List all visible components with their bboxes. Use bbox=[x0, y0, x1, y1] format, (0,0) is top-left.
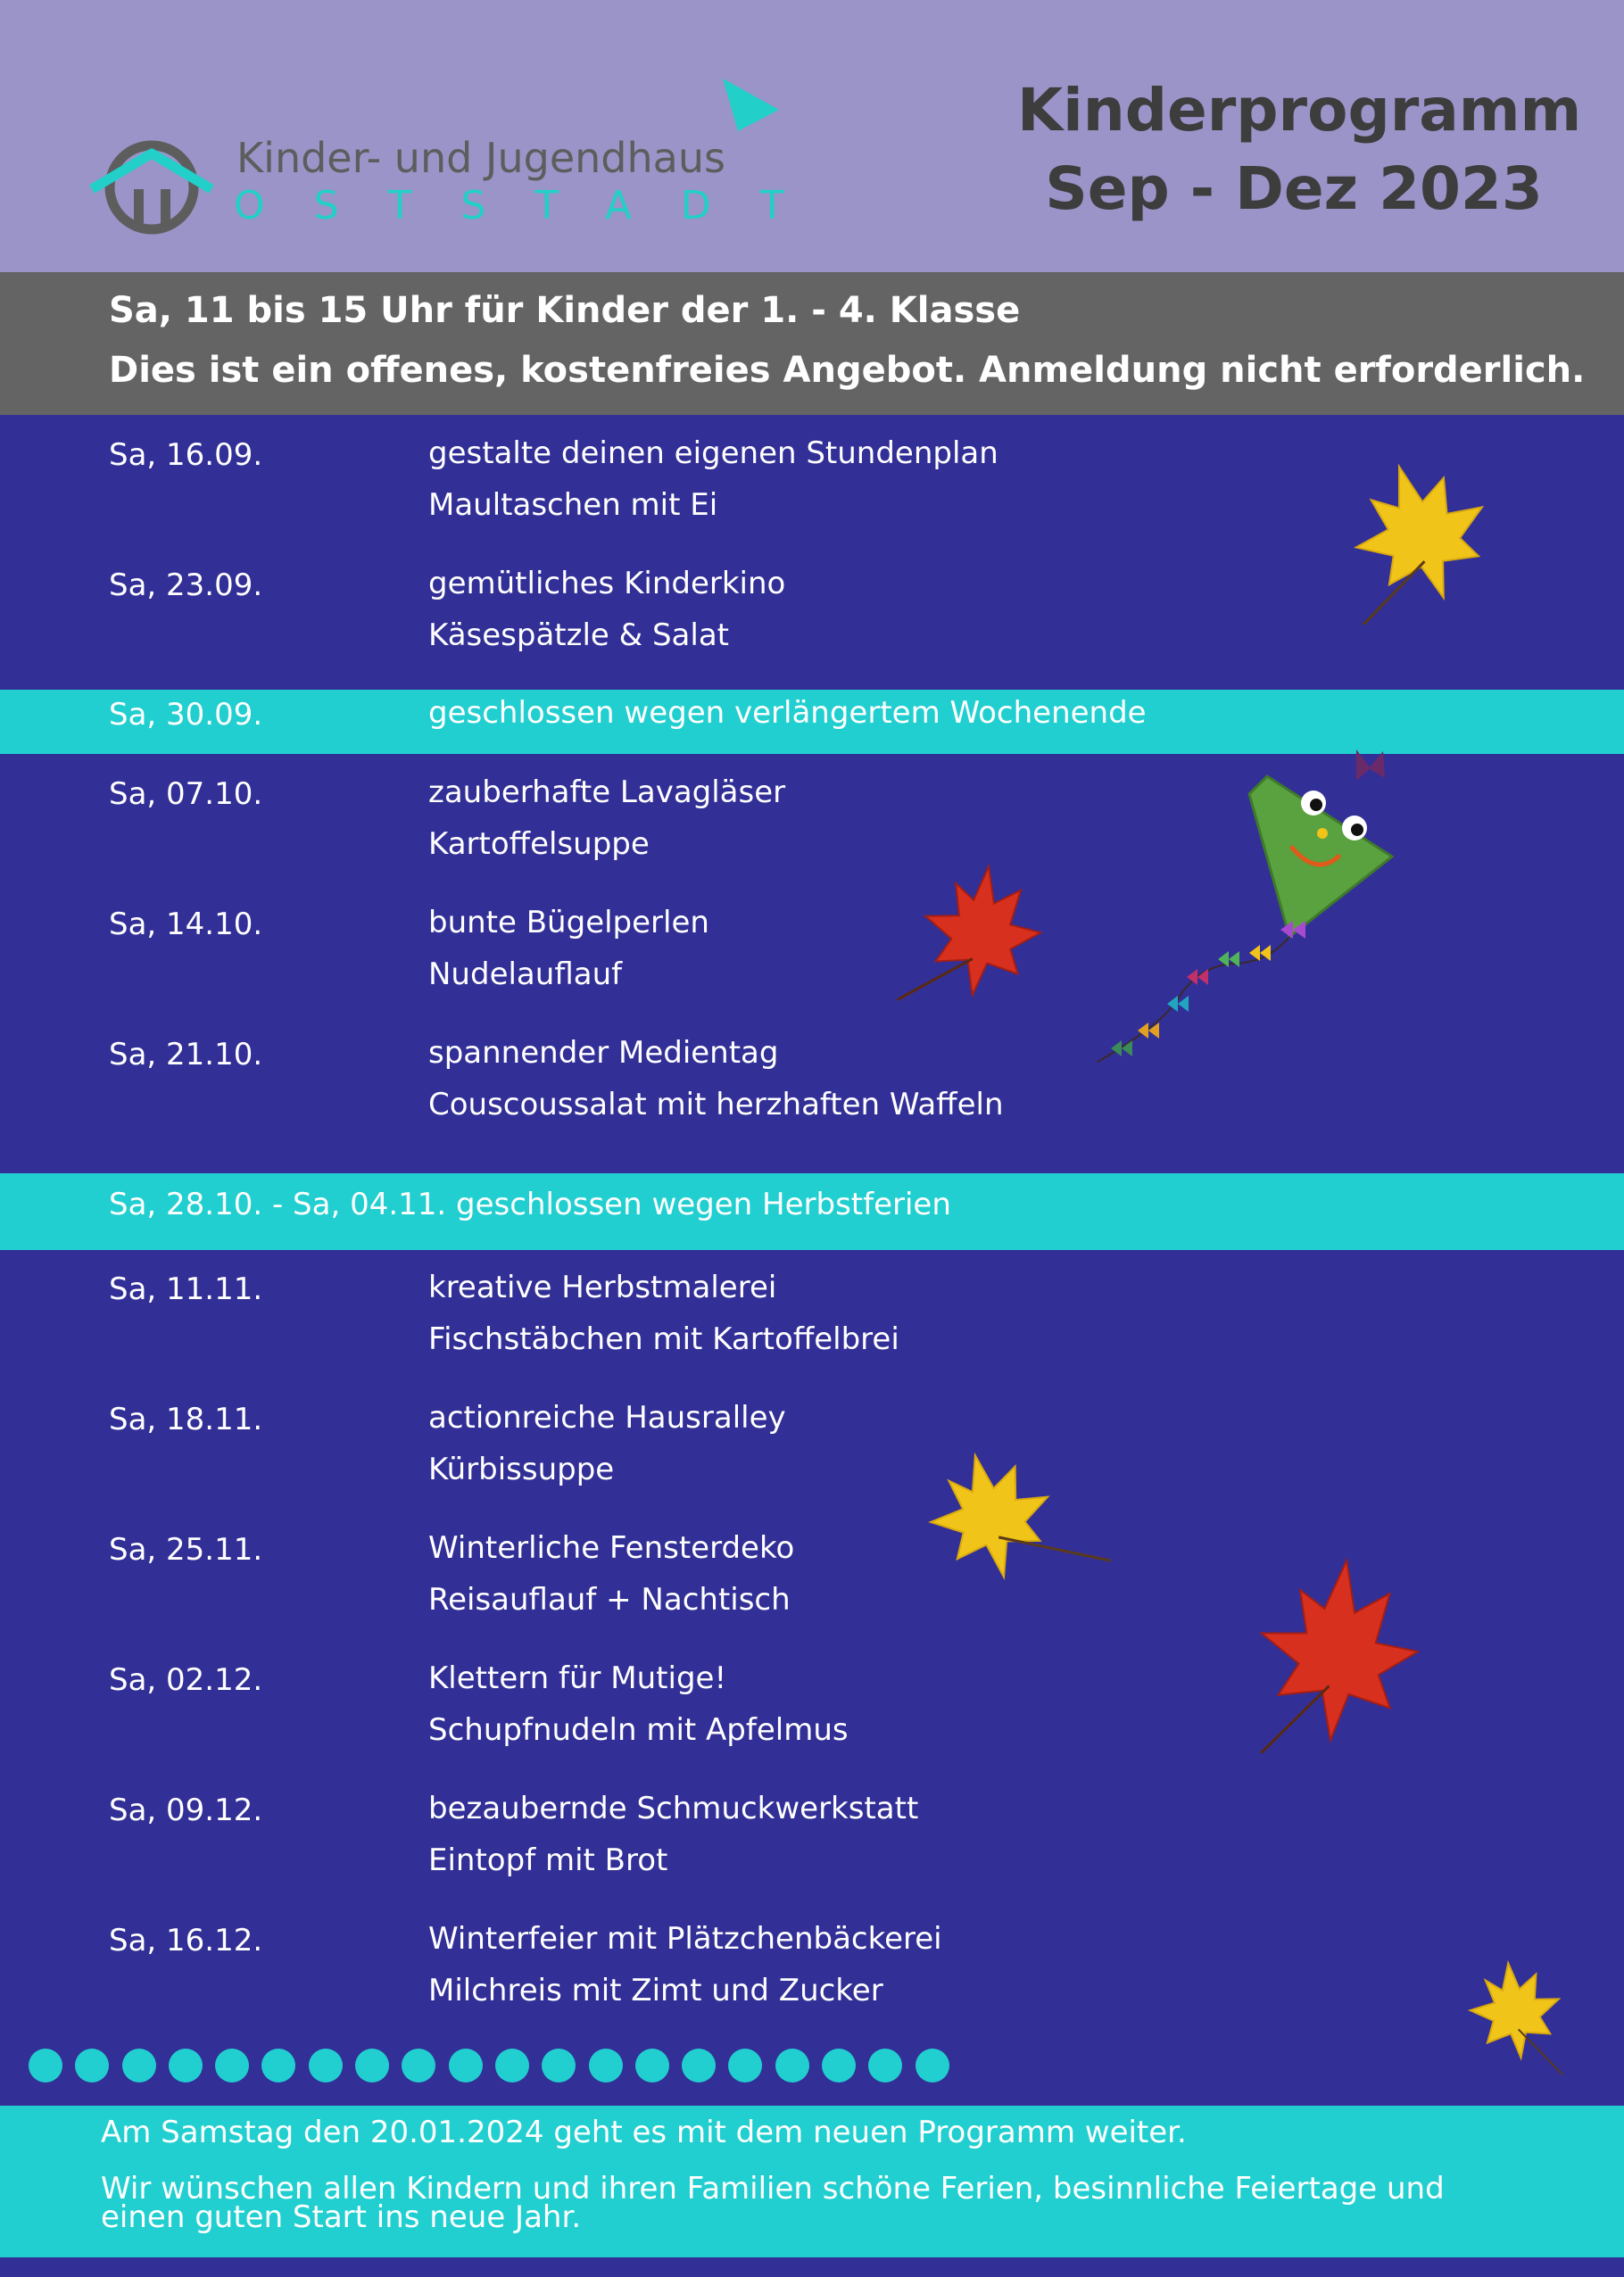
header-banner bbox=[0, 0, 1624, 272]
entry-date: Sa, 07.10. bbox=[109, 776, 263, 812]
dot-row bbox=[29, 2049, 949, 2082]
entry-date: Sa, 14.10. bbox=[109, 907, 263, 942]
entry-meal: Käsespätzle & Salat bbox=[428, 617, 729, 653]
closure-band bbox=[0, 1173, 1624, 1250]
entry-date: Sa, 21.10. bbox=[109, 1037, 263, 1072]
house-logo-icon bbox=[85, 134, 219, 236]
decorative-dot bbox=[122, 2049, 156, 2082]
small-yellow-maple-leaf-icon bbox=[1454, 1958, 1570, 2083]
entry-date: Sa, 25.11. bbox=[109, 1532, 263, 1568]
logo-title: Kinder- und Jugendhaus bbox=[236, 134, 725, 182]
decorative-dot bbox=[75, 2049, 109, 2082]
kite-tail-bows bbox=[1111, 921, 1305, 1056]
decorative-dot bbox=[682, 2049, 716, 2082]
closure-date: Sa, 30.09. bbox=[109, 697, 263, 733]
entry-date: Sa, 11.11. bbox=[109, 1271, 263, 1307]
entry-activity: bezaubernde Schmuckwerkstatt bbox=[428, 1791, 919, 1826]
decorative-dot bbox=[868, 2049, 902, 2082]
entry-meal: Eintopf mit Brot bbox=[428, 1842, 668, 1878]
yellow-maple-leaf-icon bbox=[1312, 455, 1499, 625]
decorative-dot bbox=[728, 2049, 762, 2082]
entry-date: Sa, 09.12. bbox=[109, 1793, 263, 1828]
footer-wishes: Wir wünschen allen Kindern und ihren Familien schöne Ferien, besinnliche Feiertage und bbox=[101, 2171, 1445, 2207]
logo-subtitle: OSTSTADT bbox=[234, 183, 833, 228]
footer-wishes-cont: einen guten Start ins neue Jahr. bbox=[101, 2199, 582, 2235]
program-title-line: Kinderprogramm bbox=[1017, 76, 1582, 145]
decorative-dot bbox=[916, 2049, 949, 2082]
decorative-dot bbox=[542, 2049, 576, 2082]
triangle-icon bbox=[718, 76, 781, 138]
footer-banner bbox=[0, 2106, 1624, 2257]
program-period: Sep - Dez 2023 bbox=[1045, 154, 1543, 223]
decorative-dot bbox=[775, 2049, 809, 2082]
entry-activity: bunte Bügelperlen bbox=[428, 905, 709, 940]
intro-note: Dies ist ein offenes, kostenfreies Angebot. Anmeldung nicht erforderlich. bbox=[109, 350, 1586, 391]
entry-meal: Kartoffelsuppe bbox=[428, 826, 650, 862]
entry-meal: Couscoussalat mit herzhaften Waffeln bbox=[428, 1087, 1004, 1122]
yellow-maple-leaf-icon bbox=[906, 1450, 1111, 1593]
decorative-dot bbox=[589, 2049, 623, 2082]
entry-activity: Winterliche Fensterdeko bbox=[428, 1530, 795, 1566]
decorative-dot bbox=[29, 2049, 62, 2082]
decorative-dot bbox=[495, 2049, 529, 2082]
program-title bbox=[1017, 71, 1582, 228]
entry-activity: gestalte deinen eigenen Stundenplan bbox=[428, 435, 998, 471]
entry-activity: actionreiche Hausralley bbox=[428, 1400, 786, 1436]
entry-meal: Fischstäbchen mit Kartoffelbrei bbox=[428, 1321, 899, 1357]
entry-activity: kreative Herbstmalerei bbox=[428, 1270, 777, 1305]
closure-text: Sa, 28.10. - Sa, 04.11. geschlossen wegen Herbstferien bbox=[109, 1187, 951, 1222]
entry-date: Sa, 16.12. bbox=[109, 1923, 263, 1958]
entry-date: Sa, 16.09. bbox=[109, 437, 263, 473]
entry-meal: Maultaschen mit Ei bbox=[428, 487, 718, 523]
entry-meal: Kürbissuppe bbox=[428, 1452, 615, 1487]
decorative-dot bbox=[169, 2049, 203, 2082]
entry-meal: Milchreis mit Zimt und Zucker bbox=[428, 1973, 883, 2008]
entry-activity: Winterfeier mit Plätzchenbäckerei bbox=[428, 1921, 942, 1957]
entry-date: Sa, 23.09. bbox=[109, 567, 263, 603]
decorative-dot bbox=[215, 2049, 249, 2082]
intro-schedule: Sa, 11 bis 15 Uhr für Kinder der 1. - 4. Klasse bbox=[109, 290, 1021, 331]
intro-banner bbox=[0, 272, 1624, 415]
decorative-dot bbox=[449, 2049, 483, 2082]
entry-meal: Schupfnudeln mit Apfelmus bbox=[428, 1712, 849, 1748]
entry-activity: gemütliches Kinderkino bbox=[428, 566, 786, 601]
decorative-dot bbox=[635, 2049, 669, 2082]
footer-next-program: Am Samstag den 20.01.2024 geht es mit dem neuen Programm weiter. bbox=[101, 2115, 1187, 2150]
entry-activity: zauberhafte Lavagläser bbox=[428, 774, 786, 810]
decorative-dot bbox=[822, 2049, 856, 2082]
green-kite-icon bbox=[1062, 741, 1410, 1089]
decorative-dot bbox=[402, 2049, 435, 2082]
decorative-dot bbox=[355, 2049, 389, 2082]
red-maple-leaf-icon bbox=[1222, 1552, 1423, 1771]
entry-activity: Klettern für Mutige! bbox=[428, 1660, 727, 1696]
decorative-dot bbox=[261, 2049, 295, 2082]
red-maple-leaf-icon bbox=[892, 861, 1044, 1022]
entry-activity: spannender Medientag bbox=[428, 1035, 779, 1071]
entry-meal: Reisauflauf + Nachtisch bbox=[428, 1582, 791, 1618]
entry-date: Sa, 18.11. bbox=[109, 1402, 263, 1437]
entry-meal: Nudelauflauf bbox=[428, 956, 623, 992]
decorative-dot bbox=[309, 2049, 343, 2082]
closure-text: geschlossen wegen verlängertem Wochenende bbox=[428, 695, 1147, 731]
entry-date: Sa, 02.12. bbox=[109, 1662, 263, 1698]
